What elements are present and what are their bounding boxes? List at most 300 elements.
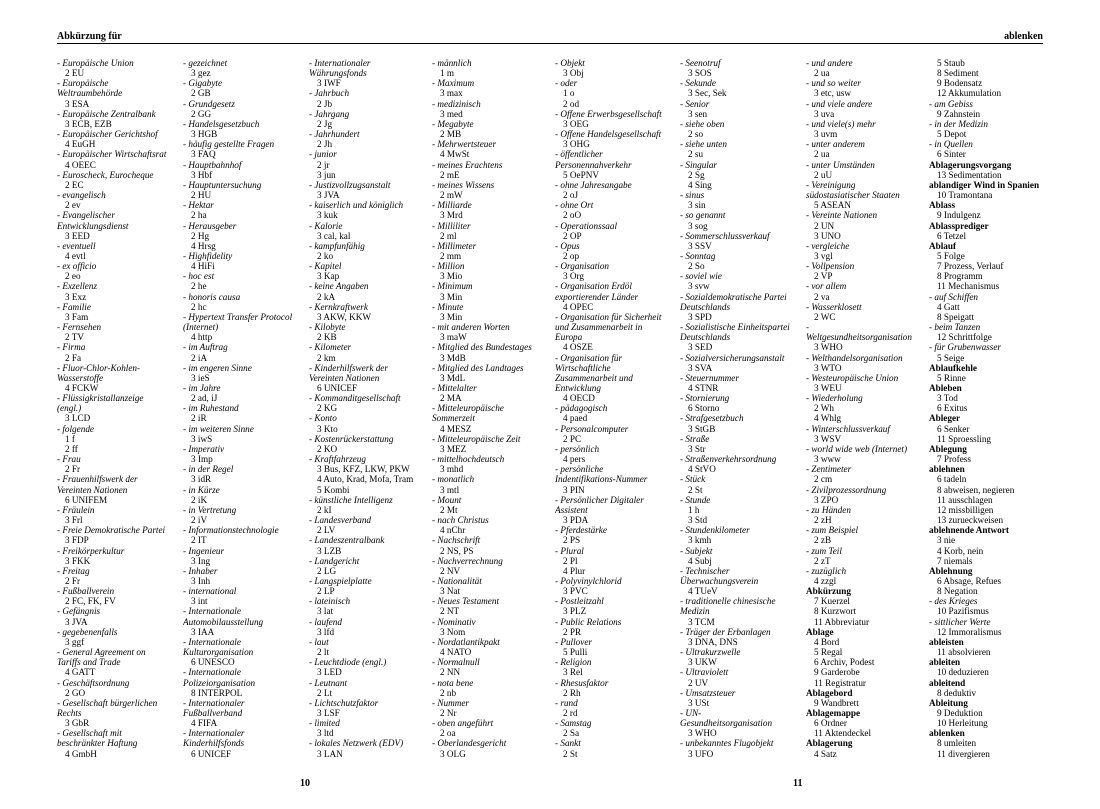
answer-entry: 5 Regal (814, 647, 843, 658)
subentry-label: - Minimum (432, 281, 473, 292)
subentry-label: - Mitglied des Landtages (432, 362, 524, 373)
answer-entry: 3 ieS (191, 372, 210, 383)
headword: Ablegung (929, 443, 967, 454)
subentry-label: - im weiteren Sinne (183, 423, 254, 434)
subentry-label: - Sozialversicherungsanstalt (680, 352, 785, 363)
headword: Ableger (929, 413, 961, 424)
answer-entry: 2 ua (814, 149, 830, 160)
answer-entry: 4 Plur (563, 565, 586, 576)
subentry-label: exportierender Länder (555, 291, 639, 302)
subentry-label: - Organisation für Sicherheit (555, 311, 662, 322)
answer-entry: 3 WSV (814, 433, 842, 444)
answer-entry: 6 tadeln (937, 474, 967, 485)
answer-entry: 2 ev (65, 200, 81, 211)
subentry-label: - Vereinigung (806, 179, 856, 190)
answer-entry: 3 SPD (688, 311, 712, 322)
subentry-label: - Plural (555, 545, 584, 556)
subentry-label: - Nachschrift (432, 535, 481, 546)
subentry-label: - Internationale (183, 667, 241, 678)
subentry-label: - Jahrhundert (309, 129, 360, 140)
subentry-label: - Milliarde (432, 200, 472, 211)
answer-entry: 3 PLZ (563, 606, 587, 617)
subentry-label: - Oberlandesgericht (432, 738, 507, 749)
answer-entry: 3 Str (688, 443, 706, 454)
subentry-label: - im Ruhestand (183, 403, 239, 414)
subentry-label: und Zusammenarbeit in (555, 322, 643, 333)
subentry-label: - Milliliter (432, 220, 471, 231)
answer-entry: 13 Sedimentation (937, 169, 1002, 180)
subentry-label: Wasserstoffe (57, 372, 104, 383)
subentry-label: - Ultraviolett (680, 667, 729, 678)
subentry-label: - Polyvinylchlorid (555, 575, 622, 586)
subentry-label: - Freie Demokratische Partei (57, 525, 166, 536)
answer-entry: 4 HiFi (191, 261, 215, 272)
answer-entry: 3 SVA (688, 362, 713, 373)
answer-entry: 3 mtl (440, 484, 460, 495)
headword: Ablaufkehle (929, 362, 977, 373)
subentry-label: - Sankt (555, 738, 581, 749)
answer-entry: 4 OECD (563, 393, 595, 404)
subentry-label: - Fernsehen (57, 322, 102, 333)
subentry-label: - Operationssaal (555, 220, 618, 231)
answer-entry: 3 Std (688, 515, 708, 526)
headword: ableitend (929, 677, 966, 688)
answer-entry: 11 Registratur (814, 677, 866, 688)
answer-entry: 2 kA (317, 291, 336, 302)
answer-entry: 3 OLG (440, 748, 466, 759)
answer-entry: 12 Immoralismus (937, 626, 1002, 637)
subentry-label: - männlich (432, 58, 472, 68)
subentry-label: - Pullover (555, 636, 592, 647)
subentry-label: - Langspielplatte (309, 575, 372, 586)
subentry-label: - Euroscheck, Eurocheque (57, 169, 154, 180)
answer-entry: 3 lfd (317, 626, 335, 637)
subentry-label: - Grundgesetz (183, 98, 235, 109)
subentry-label: - Internationale (183, 606, 241, 617)
answer-entry: 2 Fr (65, 464, 81, 475)
subentry-label: - gegebenenfalls (57, 626, 118, 637)
subentry-label: - lokales Netzwerk (EDV) (309, 738, 404, 749)
answer-entry: 4 zzgl (814, 575, 837, 586)
subentry-label: - gezeichnet (183, 58, 228, 68)
subentry-label: - beim Tanzen (929, 322, 981, 333)
subentry-label: - Informationstechnologie (183, 525, 279, 536)
header-rule (57, 43, 1043, 44)
answer-entry: 3 svw (688, 281, 710, 292)
answer-entry: 3 Ing (191, 555, 211, 566)
answer-entry: 2 PR (563, 626, 582, 637)
subentry-label: Tariffs and Trade (57, 657, 121, 668)
answer-entry: 3 OEG (563, 118, 589, 129)
subentry-label: Polizeiorganisation (183, 677, 256, 688)
answer-entry: 3 WHO (688, 728, 717, 739)
answer-entry: 2 so (688, 129, 704, 140)
answer-entry: 4 evtl (65, 250, 86, 261)
subentry-label: - Public Relations (555, 616, 622, 627)
answer-entry: 2 LP (317, 586, 335, 597)
subentry-label: - Umsatzsteuer (680, 687, 736, 698)
subentry-label: - Million (432, 261, 465, 272)
answer-entry: 8 INTERPOL (191, 687, 243, 698)
answer-entry: 3 Imp (191, 454, 213, 465)
subentry-label: - Maximum (432, 78, 475, 89)
answer-entry: 2 Sa (563, 728, 580, 739)
subentry-label: - Rhesusfaktor (555, 677, 609, 688)
subentry-label: - Hauptbahnhof (183, 159, 242, 170)
answer-entry: 3 SED (688, 342, 713, 353)
answer-entry: 4 OPEC (563, 301, 594, 312)
subentry-label: - Senior (680, 98, 710, 109)
subentry-label: - Europäischer Gerichtshof (57, 129, 158, 140)
answer-entry: 11 absolvieren (937, 647, 991, 658)
answer-entry: 3 Obj (563, 68, 584, 79)
answer-entry: 3 EED (65, 230, 90, 241)
answer-entry: 3 Hbf (191, 169, 213, 180)
subentry-label: - Herausgeber (183, 220, 237, 231)
answer-entry: 3 idR (191, 474, 212, 485)
answer-entry: 3 Mio (440, 271, 463, 282)
answer-entry: 12 Akkumulation (937, 88, 1002, 99)
answer-entry: 2 oJ (563, 190, 579, 201)
answer-entry: 3 LED (317, 667, 342, 678)
answer-entry: 3 kmh (688, 535, 712, 546)
answer-entry: 2 EC (65, 179, 84, 190)
subentry-label: - Zivilprozessordnung (806, 484, 887, 495)
subentry-label: - Fluor-Chlor-Kohlen- (57, 362, 141, 373)
subentry-label: Fußballverband (183, 708, 243, 718)
subentry-label: - soviel wie (680, 271, 722, 282)
subentry-label: - siehe unten (680, 139, 727, 150)
subentry-label: - sinus (680, 190, 705, 201)
subentry-label: - Stundenkilometer (680, 525, 750, 536)
answer-entry: 2 MA (440, 393, 462, 404)
answer-entry: 3 ZPO (814, 494, 839, 505)
subentry-label: - Sozialdemokratische Partei (680, 291, 787, 302)
answer-entry: 6 UNICEF (317, 383, 358, 393)
answer-entry: 3 sog (688, 220, 708, 231)
answer-entry: 2 NT (440, 606, 460, 617)
subentry-label: - rund (555, 697, 578, 708)
subentry-label: - Mitteleuropäische Zeit (432, 433, 521, 444)
subentry-label: - Kilometer (309, 342, 352, 353)
answer-entry: 3 Min (440, 311, 463, 322)
answer-entry: 2 Pl (563, 555, 578, 566)
headword: Ablage (806, 626, 834, 637)
subentry-label: - Leuchtdiode (engl.) (309, 657, 387, 668)
subentry-label: - Offene Handelsgesellschaft (555, 129, 662, 140)
answer-entry: 13 zurueckweisen (937, 515, 1004, 526)
subentry-label: - und viele andere (806, 98, 873, 109)
subentry-label: - Kinderhilfswerk der (309, 362, 388, 373)
answer-entry: 6 Absage, Refues (937, 575, 1002, 586)
subentry-label: - Sonntag (680, 250, 716, 261)
subentry-label: - nach Christus (432, 515, 489, 526)
subentry-label: - Steuernummer (680, 372, 739, 383)
subentry-label: Entwicklung (555, 383, 601, 393)
subentry-label: - Zentimeter (806, 464, 852, 475)
subentry-label: - Straßenverkehrsordnung (680, 454, 777, 465)
column-2 (183, 58, 303, 770)
subentry-label: - siehe oben (680, 118, 725, 129)
answer-entry: 3 SSV (688, 240, 712, 251)
answer-entry: 11 divergieren (937, 748, 990, 759)
subentry-label: - Landgericht (309, 555, 360, 566)
subentry-label: - Freitag (57, 565, 90, 576)
dictionary-columns (0, 58, 1100, 770)
subentry-label: - keine Angaben (309, 281, 369, 292)
subentry-label: - in Kürze (183, 484, 220, 495)
answer-entry: 3 IWF (317, 78, 341, 89)
subentry-label: - pädagogisch (555, 403, 608, 414)
subentry-label: - ohne Jahresangabe (555, 179, 632, 190)
subentry-label: - Megabyte (432, 118, 474, 129)
subentry-label: - kaiserlich und königlich (309, 200, 404, 211)
answer-entry: 6 UNESCO (191, 657, 235, 668)
answer-entry: 2 ua (814, 68, 830, 79)
subentry-label: - Fußballverein (57, 586, 115, 597)
subentry-label: - Jahrgang (309, 108, 350, 119)
answer-entry: 11 Aktendeckel (814, 728, 872, 739)
answer-entry: 3 ltd (317, 728, 334, 739)
answer-entry: 7 Profess (937, 454, 971, 465)
answer-entry: 2 Lt (317, 687, 333, 698)
answer-entry: 3 MdB (440, 352, 466, 363)
subentry-label: - Konto (309, 413, 337, 424)
subentry-label: - zu Händen (806, 504, 851, 515)
subentry-label: - Landeszentralbank (309, 535, 385, 546)
answer-entry: 5 Depot (937, 129, 967, 140)
subentry-label: - Familie (57, 301, 91, 312)
subentry-label: Kinderhilfsfonds (183, 738, 245, 749)
answer-entry: 4 MESZ (440, 423, 472, 434)
answer-entry: 3 WHO (814, 342, 843, 353)
answer-entry: 2 St (563, 748, 578, 759)
answer-entry: 2 zH (814, 515, 832, 526)
answer-entry: 11 Mechanismus (937, 281, 1000, 292)
subentry-label: - Nominativ (432, 616, 476, 627)
answer-entry: 2 op (563, 250, 580, 261)
subentry-label: - zum Teil (806, 545, 842, 556)
answer-entry: 4 StVO (688, 464, 716, 475)
subentry-label: - Religion (555, 657, 592, 668)
subentry-label: - Vollpension (806, 261, 855, 272)
subentry-label: - Jahrbuch (309, 88, 350, 99)
subentry-label: Weltraumbehörde (57, 88, 123, 99)
subentry-label: - General Agreement on (57, 647, 146, 658)
subentry-label: - Kalorie (309, 220, 343, 231)
answer-entry: 2 su (688, 149, 704, 160)
answer-entry: 2 NN (440, 667, 461, 678)
subentry-label: südostasiatischer Staaten (806, 190, 900, 201)
answer-entry: 3 kuk (317, 210, 338, 221)
answer-entry: 2 Fa (65, 352, 82, 363)
subentry-label: - Nordatlantikpakt (432, 636, 500, 647)
subentry-label: - Handelsgesetzbuch (183, 118, 260, 129)
answer-entry: 3 www (814, 454, 841, 465)
answer-entry: 3 AKW, KKW (317, 311, 372, 322)
subentry-label: - in Vertretung (183, 504, 237, 515)
answer-entry: 3 ECB, EZB (65, 118, 112, 129)
answer-entry: 5 Pulli (563, 647, 588, 658)
headword: ablehnende Antwort (929, 525, 1009, 536)
answer-entry: 3 Exz (65, 291, 87, 302)
subentry-label: - Exzellenz (57, 281, 98, 292)
answer-entry: 3 PVC (563, 586, 588, 597)
subentry-label: - Organisation (555, 261, 610, 272)
answer-entry: 1 o (563, 88, 575, 99)
answer-entry: 4 Bord (814, 636, 840, 647)
answer-entry: 3 ggf (65, 636, 85, 647)
answer-entry: 9 Garderobe (814, 667, 860, 678)
answer-entry: 1 m (440, 68, 455, 79)
answer-entry: 3 GbR (65, 718, 90, 729)
answer-entry: 8 Kurzwort (814, 606, 857, 617)
subentry-label: - Straße (680, 433, 710, 444)
subentry-label: - Offene Erwerbsgesellschaft (555, 108, 662, 119)
subentry-label: - hoc est (183, 271, 215, 282)
answer-entry: 2 NS, PS (440, 545, 474, 556)
subentry-label: Rechts (57, 708, 82, 718)
headword: Ablagerung (806, 738, 853, 749)
answer-entry: 3 Kto (317, 423, 338, 434)
answer-entry: 3 uva (814, 108, 835, 119)
answer-entry: 7 Prozess, Verlauf (937, 261, 1004, 272)
answer-entry: 2 iR (191, 413, 207, 424)
headword: Ablauf (929, 240, 957, 251)
answer-entry: 2 ff (65, 443, 78, 454)
answer-entry: 2 IT (191, 535, 207, 546)
subentry-label: - in der Regel (183, 464, 234, 475)
subentry-label: - oder (555, 78, 578, 89)
answer-entry: 2 lt (317, 647, 329, 658)
answer-entry: 3 WEU (814, 383, 842, 393)
answer-entry: 2 GG (191, 108, 212, 119)
subentry-label: - Frau (57, 454, 81, 465)
answer-entry: 2 WC (814, 311, 836, 322)
subentry-label: - Leutnant (309, 677, 348, 688)
subentry-label: - Stück (680, 474, 706, 485)
subentry-label: - Lichtschutzfaktor (309, 697, 379, 708)
subentry-label: - Ultrakurzwelle (680, 647, 741, 658)
answer-entry: 4 http (191, 332, 213, 343)
subentry-label: - Welthandelsorganisation (806, 352, 903, 363)
subentry-label: - honoris causa (183, 291, 241, 302)
answer-entry: 3 FDP (65, 535, 89, 546)
answer-entry: 5 ASEAN (814, 200, 852, 211)
answer-entry: 3 gez (191, 68, 211, 79)
answer-entry: 8 deduktiv (937, 687, 977, 698)
subentry-label: - Hauptuntersuchung (183, 179, 262, 190)
answer-entry: 2 Jh (317, 139, 333, 150)
answer-entry: 1 f (65, 433, 75, 444)
subentry-label: - junior (309, 149, 337, 160)
column-6 (680, 58, 802, 770)
headword: ablandiger Wind in Spanien (929, 179, 1040, 190)
answer-entry: 3 med (440, 108, 463, 119)
answer-entry: 2 Rh (563, 687, 581, 698)
subentry-label: - meines Erachtens (432, 159, 503, 170)
answer-entry: 10 Tramontana (937, 190, 993, 201)
answer-entry: 2 ad, iJ (191, 393, 218, 404)
subentry-label: - Justizvollzugsanstalt (309, 179, 391, 190)
subentry-label: - Evangelischer (57, 210, 115, 221)
subentry-label: - Neues Testament (432, 596, 500, 607)
subentry-label: - medizinisch (432, 98, 481, 109)
headword: Ablass (929, 200, 956, 211)
subentry-label: - ohne Ort (555, 200, 594, 211)
subentry-label: - Ingenieur (183, 545, 225, 556)
answer-entry: 3 Frl (65, 515, 83, 526)
answer-entry: 3 MEZ (440, 443, 467, 454)
answer-entry: 3 Kap (317, 271, 340, 282)
answer-entry: 3 OHG (563, 139, 590, 150)
answer-entry: 2 hc (191, 301, 207, 312)
page-number-right: 11 (793, 778, 803, 789)
subentry-label: - (806, 322, 810, 333)
subentry-label: - mit anderen Worten (432, 322, 510, 333)
answer-entry: 11 Sproessling (937, 433, 992, 444)
subentry-label: - Mittelalter (432, 383, 477, 393)
subentry-label: - Imperativ (183, 443, 225, 454)
answer-entry: 3 maW (440, 332, 467, 343)
subentry-label: - Millimeter (432, 240, 477, 251)
subentry-label: - Freikörperkultur (57, 545, 125, 556)
answer-entry: 4 GmbH (65, 748, 97, 759)
subentry-label: - Internationale (183, 636, 241, 647)
column-8 (929, 58, 1051, 770)
answer-entry: 3 SOS (688, 68, 712, 79)
subentry-label: - folgende (57, 423, 94, 434)
subentry-label: - Nationalität (432, 575, 482, 586)
subentry-label: - Landesverband (309, 515, 372, 526)
answer-entry: 4 FIFA (191, 718, 218, 729)
subentry-label: Vereinten Nationen (309, 372, 380, 383)
subentry-label: Wirtschaftliche (555, 362, 611, 373)
answer-entry: 3 LZB (317, 545, 342, 556)
subentry-label: - Firma (57, 342, 86, 353)
answer-entry: 4 Gatt (937, 301, 960, 312)
answer-entry: 9 Wandbrett (814, 697, 859, 708)
answer-entry: 3 Mrd (440, 210, 463, 221)
answer-entry: 3 PIN (563, 484, 585, 495)
answer-entry: 4 Whlg (814, 413, 842, 424)
answer-entry: 11 Abbreviatur (814, 616, 870, 627)
headword: Ablagebord (806, 687, 853, 698)
subentry-label: - Postleitzahl (555, 596, 604, 607)
answer-entry: 3 TCM (688, 616, 715, 627)
answer-entry: 4 paed (563, 413, 588, 424)
subentry-label: - Kapitel (309, 261, 342, 272)
answer-entry: 2 he (191, 281, 207, 292)
subentry-label: Deutschlands (680, 301, 731, 312)
subentry-label: - Sekunde (680, 78, 716, 89)
answer-entry: 2 od (563, 98, 580, 109)
answer-entry: 8 Negation (937, 586, 978, 597)
answer-entry: 5 Kombi (317, 484, 350, 495)
headword: Ablagemappe (806, 708, 861, 718)
subentry-label: - Geschäftsordnung (57, 677, 130, 688)
answer-entry: 2 mW (440, 190, 463, 201)
answer-entry: 3 HGB (191, 129, 218, 140)
headword: Ablassprediger (929, 220, 989, 231)
subentry-label: - Gefängnis (57, 606, 101, 617)
subentry-label: - Gesellschaft bürgerlichen (57, 697, 158, 708)
answer-entry: 5 Seige (937, 352, 965, 363)
subentry-label: - Hypertext Transfer Protocol (183, 311, 293, 322)
answer-entry: 2 LV (317, 525, 336, 536)
answer-entry: 2 mm (440, 250, 462, 261)
subentry-label: - Winterschlussverkauf (806, 423, 890, 434)
